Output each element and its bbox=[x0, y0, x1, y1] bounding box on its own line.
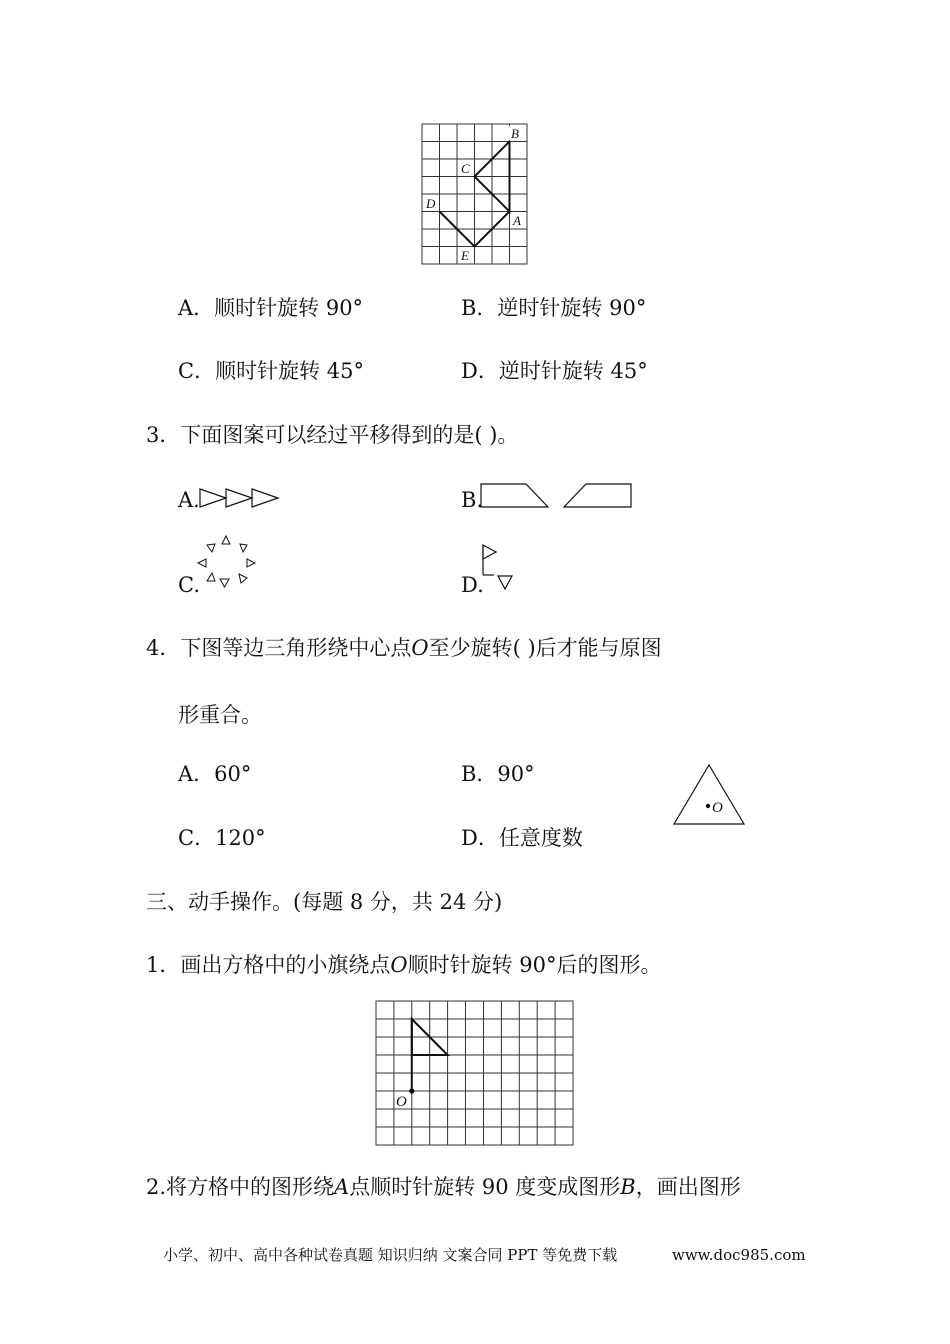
q2-option-b: B．逆时针旋转 90° bbox=[461, 296, 647, 320]
op2-mid: 点顺时针旋转 90 度变成图形 bbox=[349, 1175, 621, 1199]
q4-stem-pre: 4．下图等边三角形绕中心点 bbox=[146, 636, 412, 660]
label-a: A bbox=[513, 213, 521, 228]
q3-option-a-label: A. bbox=[178, 488, 200, 512]
flag-pivot-point bbox=[409, 1088, 414, 1093]
op1-point-o: O bbox=[390, 953, 408, 977]
q3-stem: 3．下面图案可以经过平移得到的是( )。 bbox=[146, 423, 519, 447]
flag-grid-figure bbox=[375, 1000, 575, 1148]
op1-text bbox=[146, 955, 662, 976]
q4-stem-line2: 形重合。 bbox=[178, 703, 262, 727]
label-b: B bbox=[511, 126, 519, 141]
label-e: E bbox=[461, 248, 469, 263]
q4-equilateral-triangle bbox=[672, 763, 748, 827]
label-d: D bbox=[426, 196, 436, 211]
q4-center-label: O bbox=[712, 800, 723, 816]
q4-option-b: B．90° bbox=[461, 762, 535, 786]
q3-option-d-flag-and-triangle bbox=[480, 543, 520, 593]
q4-center-point bbox=[706, 804, 710, 808]
label-c: C bbox=[461, 161, 470, 176]
section3-title: 三、动手操作。(每题 8 分，共 24 分) bbox=[146, 890, 503, 914]
op1-pre: 1．画出方格中的小旗绕点 bbox=[146, 953, 391, 977]
q4-option-c: C．120° bbox=[178, 826, 266, 850]
rotation-grid-figure bbox=[421, 123, 531, 268]
op2-post: ，画出图形 bbox=[635, 1175, 741, 1199]
op2-point-a: A bbox=[334, 1175, 350, 1199]
op1-post: 顺时针旋转 90°后的图形。 bbox=[407, 953, 662, 977]
footer-url[interactable]: www.doc985.com bbox=[672, 1246, 806, 1264]
q3-option-b-trapezoids bbox=[478, 482, 638, 512]
q4-stem bbox=[146, 638, 662, 659]
q3-option-d-label: D. bbox=[461, 573, 484, 597]
op2-text bbox=[146, 1177, 741, 1198]
q4-option-a: A．60° bbox=[178, 762, 252, 786]
q4-stem-post: 至少旋转( )后才能与原图 bbox=[428, 636, 662, 660]
op2-pre: 2.将方格中的图形绕 bbox=[146, 1175, 335, 1199]
q3-option-c-rotated-triangles bbox=[195, 533, 265, 593]
q3-option-b-label: B. bbox=[461, 488, 484, 512]
op2-shape-b: B bbox=[620, 1175, 636, 1199]
q2-option-c: C．顺时针旋转 45° bbox=[178, 359, 364, 383]
q2-option-d: D．逆时针旋转 45° bbox=[461, 359, 648, 383]
q4-option-d: D．任意度数 bbox=[461, 826, 583, 850]
q4-point-o: O bbox=[411, 636, 429, 660]
q3-option-a-triangles bbox=[199, 488, 281, 510]
q3-option-c-label: C. bbox=[178, 573, 200, 597]
footer-text: 小学、初中、高中各种试卷真题 知识归纳 文案合同 PPT 等免费下载 bbox=[163, 1246, 618, 1264]
flag-pivot-label: O bbox=[396, 1094, 407, 1110]
q2-option-a: A．顺时针旋转 90° bbox=[178, 296, 364, 320]
